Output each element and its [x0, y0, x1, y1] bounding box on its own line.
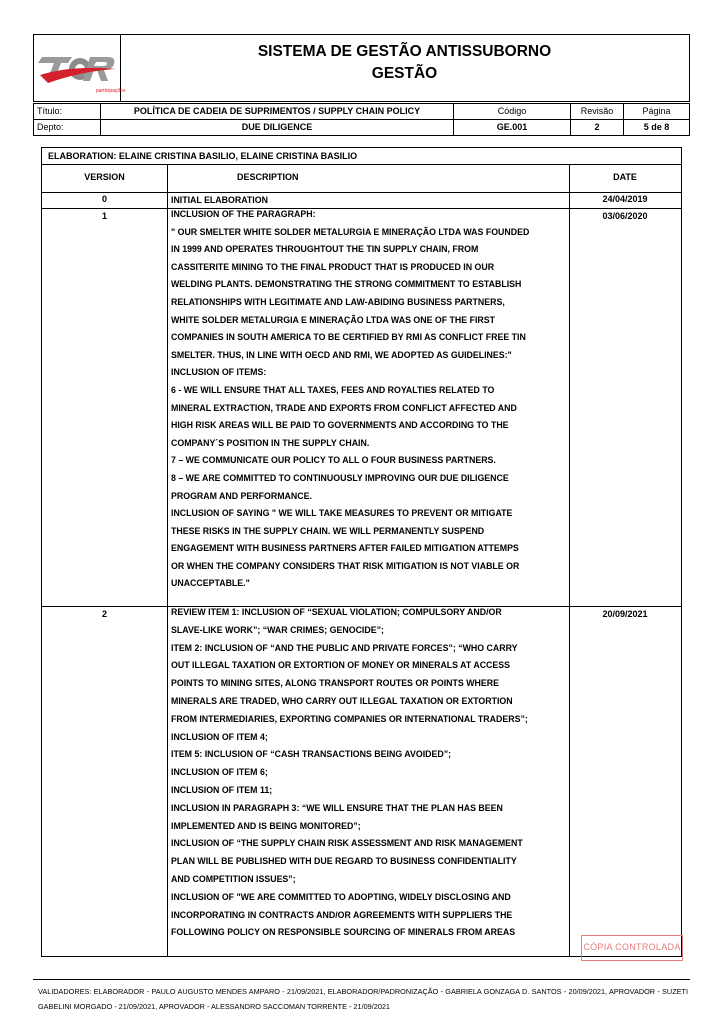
- desc-line: 8 – WE ARE COMMITTED TO CONTINUOUSLY IMPROVING OUR DUE DILIGENCE: [171, 472, 509, 483]
- desc-line: INCLUSION OF ITEM 6;: [171, 767, 268, 778]
- desc-line: MINERALS ARE TRADED, WHO CARRY OUT ILLEGAL TAXATION OR EXTORTION: [171, 695, 513, 706]
- desc-line: INCORPORATING IN CONTRACTS AND/OR AGREEMENTS WITH SUPPLIERS THE: [171, 909, 513, 920]
- desc-line: FOLLOWING POLICY ON RESPONSIBLE SOURCING OF MINERALS FROM AREAS: [171, 927, 516, 938]
- row-date: 03/06/2020: [602, 211, 648, 221]
- desc-line: SLAVE-LIKE WORK”; “WAR CRIMES; GENOCIDE”;: [171, 624, 384, 635]
- revisao-value: 2: [571, 120, 624, 136]
- desc-line: PROGRAM AND PERFORMANCE.: [171, 490, 312, 501]
- svg-text:participações: participações: [96, 88, 126, 94]
- desc-line: COMPANIES IN SOUTH AMERICA TO BE CERTIFIED BY RMI AS CONFLICT FREE TIN: [171, 332, 526, 343]
- controlled-copy-stamp: CÓPIA CONTROLADA: [581, 935, 683, 961]
- desc-line: AND COMPETITION ISSUES”;: [171, 873, 296, 884]
- desc-line: IMPLEMENTED AND IS BEING MONITORED”;: [171, 820, 361, 831]
- footer-validators: VALIDADORES: ELABORADOR - PAULO AUGUSTO MENDES AMPARO - 21/09/2021, ELABORADOR/PADRONIZAÇÃO - GABRIELA GONZAGA D. SANTOS - 20/09/2021, APROVADOR - SUZETI GABELINI MORGADO - 21/09/2021, APROVADOR - ALESSANDRO SACCOMAN TORRENTE - 21/09/2021: [38, 987, 688, 1011]
- desc-line: CASSITERITE MINING TO THE FINAL PRODUCT THAT IS PRODUCED IN OUR: [171, 261, 495, 272]
- pagina-value: 5 de 8: [624, 120, 690, 136]
- row-version: 1: [101, 211, 107, 221]
- desc-line: INCLUSION OF ITEM 4;: [171, 731, 268, 742]
- depto-label: Depto:: [34, 120, 101, 136]
- revision-history-table: [41, 147, 682, 957]
- col-description-header: DESCRIPTION: [237, 172, 299, 182]
- desc-line: 7 – WE COMMUNICATE OUR POLICY TO ALL O FOUR BUSINESS PARTNERS.: [171, 455, 496, 466]
- desc-line: ITEM 2: INCLUSION OF “AND THE PUBLIC AND PRIVATE FORCES”; “WHO CARRY: [171, 642, 518, 653]
- pagina-label: Página: [624, 104, 690, 120]
- titulo-label: Título:: [34, 104, 101, 120]
- desc-line: " OUR SMELTER WHITE SOLDER METALURGIA E MINERAÇÃO LTDA WAS FOUNDED: [171, 226, 530, 237]
- desc-line: MINERAL EXTRACTION, TRADE AND EXPORTS FROM CONFLICT AFFECTED AND: [171, 402, 517, 413]
- desc-line: INCLUSION IN PARAGRAPH 3: “WE WILL ENSURE THAT THE PLAN HAS BEEN: [171, 802, 503, 813]
- elaboration-row: ELABORATION: ELAINE CRISTINA BASILIO, ELAINE CRISTINA BASILIO: [48, 151, 358, 161]
- desc-line: COMPANY´S POSITION IN THE SUPPLY CHAIN.: [171, 437, 370, 448]
- col-date-header: DATE: [613, 172, 637, 182]
- desc-line: INCLUSION OF SAYING " WE WILL TAKE MEASURES TO PREVENT OR MITIGATE: [171, 508, 513, 519]
- title-line-1: SISTEMA DE GESTÃO ANTISSUBORNO: [257, 43, 552, 60]
- title-line-2: GESTÃO: [371, 65, 438, 82]
- desc-line: FROM INTERMEDIARIES, EXPORTING COMPANIES OR INTERNATIONAL TRADERS”;: [171, 713, 528, 724]
- desc-line: IN 1999 AND OPERATES THROUGHTOUT THE TIN SUPPLY CHAIN, FROM: [171, 244, 479, 255]
- revisao-label: Revisão: [571, 104, 624, 120]
- table-row: [42, 208, 681, 606]
- logo-cell: [34, 35, 126, 101]
- info-table: [33, 103, 690, 136]
- desc-line: ENGAGEMENT WITH BUSINESS PARTNERS AFTER FAILED MITIGATION ATTEMPS: [171, 543, 519, 554]
- document-title: [120, 41, 689, 85]
- titulo-value: POLÍTICA DE CADEIA DE SUPRIMENTOS / SUPPLY CHAIN POLICY: [101, 104, 454, 120]
- desc-line: OUT ILLEGAL TAXATION OR EXTORTION OF MONEY OR MINERALS AT ACCESS: [171, 660, 511, 671]
- document-header: [33, 34, 690, 102]
- desc-line: THESE RISKS IN THE SUPPLY CHAIN. WE WILL PERMANENTLY SUSPEND: [171, 525, 485, 536]
- column-header-row: [42, 164, 681, 192]
- desc-line: SMELTER. THUS, IN LINE WITH OECD AND RMI, WE ADOPTED AS GUIDELINES:": [171, 349, 512, 360]
- row-date: 20/09/2021: [602, 609, 648, 619]
- desc-line: INCLUSION OF ITEM 11;: [171, 784, 273, 795]
- row-description: [171, 206, 565, 593]
- desc-line: HIGH RISK AREAS WILL BE PAID TO GOVERNMENTS AND ACCORDING TO THE: [171, 420, 509, 431]
- col-version-header: VERSION: [84, 172, 125, 182]
- desc-line: INITIAL ELABORATION: [171, 195, 268, 205]
- desc-line: UNACCEPTABLE.": [171, 578, 250, 589]
- row-description: [171, 604, 565, 942]
- desc-line: PLAN WILL BE PUBLISHED WITH DUE REGARD TO BUSINESS CONFIDENTIALITY: [171, 856, 517, 867]
- desc-line: INCLUSION OF ITEMS:: [171, 367, 267, 378]
- codigo-value: GE.001: [454, 120, 571, 136]
- row-version: 0: [101, 194, 107, 204]
- desc-line: INCLUSION OF “THE SUPPLY CHAIN RISK ASSESSMENT AND RISK MANAGEMENT: [171, 838, 523, 849]
- desc-line: 6 - WE WILL ENSURE THAT ALL TAXES, FEES AND ROYALTIES RELATED TO: [171, 384, 495, 395]
- footer-divider: [33, 979, 690, 980]
- row-version: 2: [101, 609, 107, 619]
- desc-line: ITEM 5: INCLUSION OF “CASH TRANSACTIONS BEING AVOIDED”;: [171, 749, 452, 760]
- row-date: 24/04/2019: [602, 194, 648, 204]
- depto-value: DUE DILIGENCE: [101, 120, 454, 136]
- desc-line: WHITE SOLDER METALURGIA E MINERAÇÃO LTDA WAS ONE OF THE FIRST: [171, 314, 496, 325]
- desc-line: RELATIONSHIPS WITH LEGITIMATE AND LAW-ABIDING BUSINESS PARTNERS,: [171, 296, 505, 307]
- desc-line: INCLUSION OF THE PARAGRAPH:: [171, 209, 316, 219]
- desc-line: INCLUSION OF "WE ARE COMMITTED TO ADOPTING, WIDELY DISCLOSING AND: [171, 891, 511, 902]
- desc-line: OR WHEN THE COMPANY CONSIDERS THAT RISK MITIGATION IS NOT VIABLE OR: [171, 560, 520, 571]
- desc-line: WELDING PLANTS. DEMONSTRATING THE STRONG COMMITMENT TO ESTABLISH: [171, 279, 522, 290]
- desc-line: POINTS TO MINING SITES, ALONG TRANSPORT ROUTES OR POINTS WHERE: [171, 678, 499, 689]
- desc-line: REVIEW ITEM 1: INCLUSION OF “SEXUAL VIOLATION; COMPULSORY AND/OR: [171, 607, 502, 617]
- codigo-label: Código: [454, 104, 571, 120]
- company-logo: [34, 35, 126, 101]
- table-row: [42, 606, 681, 966]
